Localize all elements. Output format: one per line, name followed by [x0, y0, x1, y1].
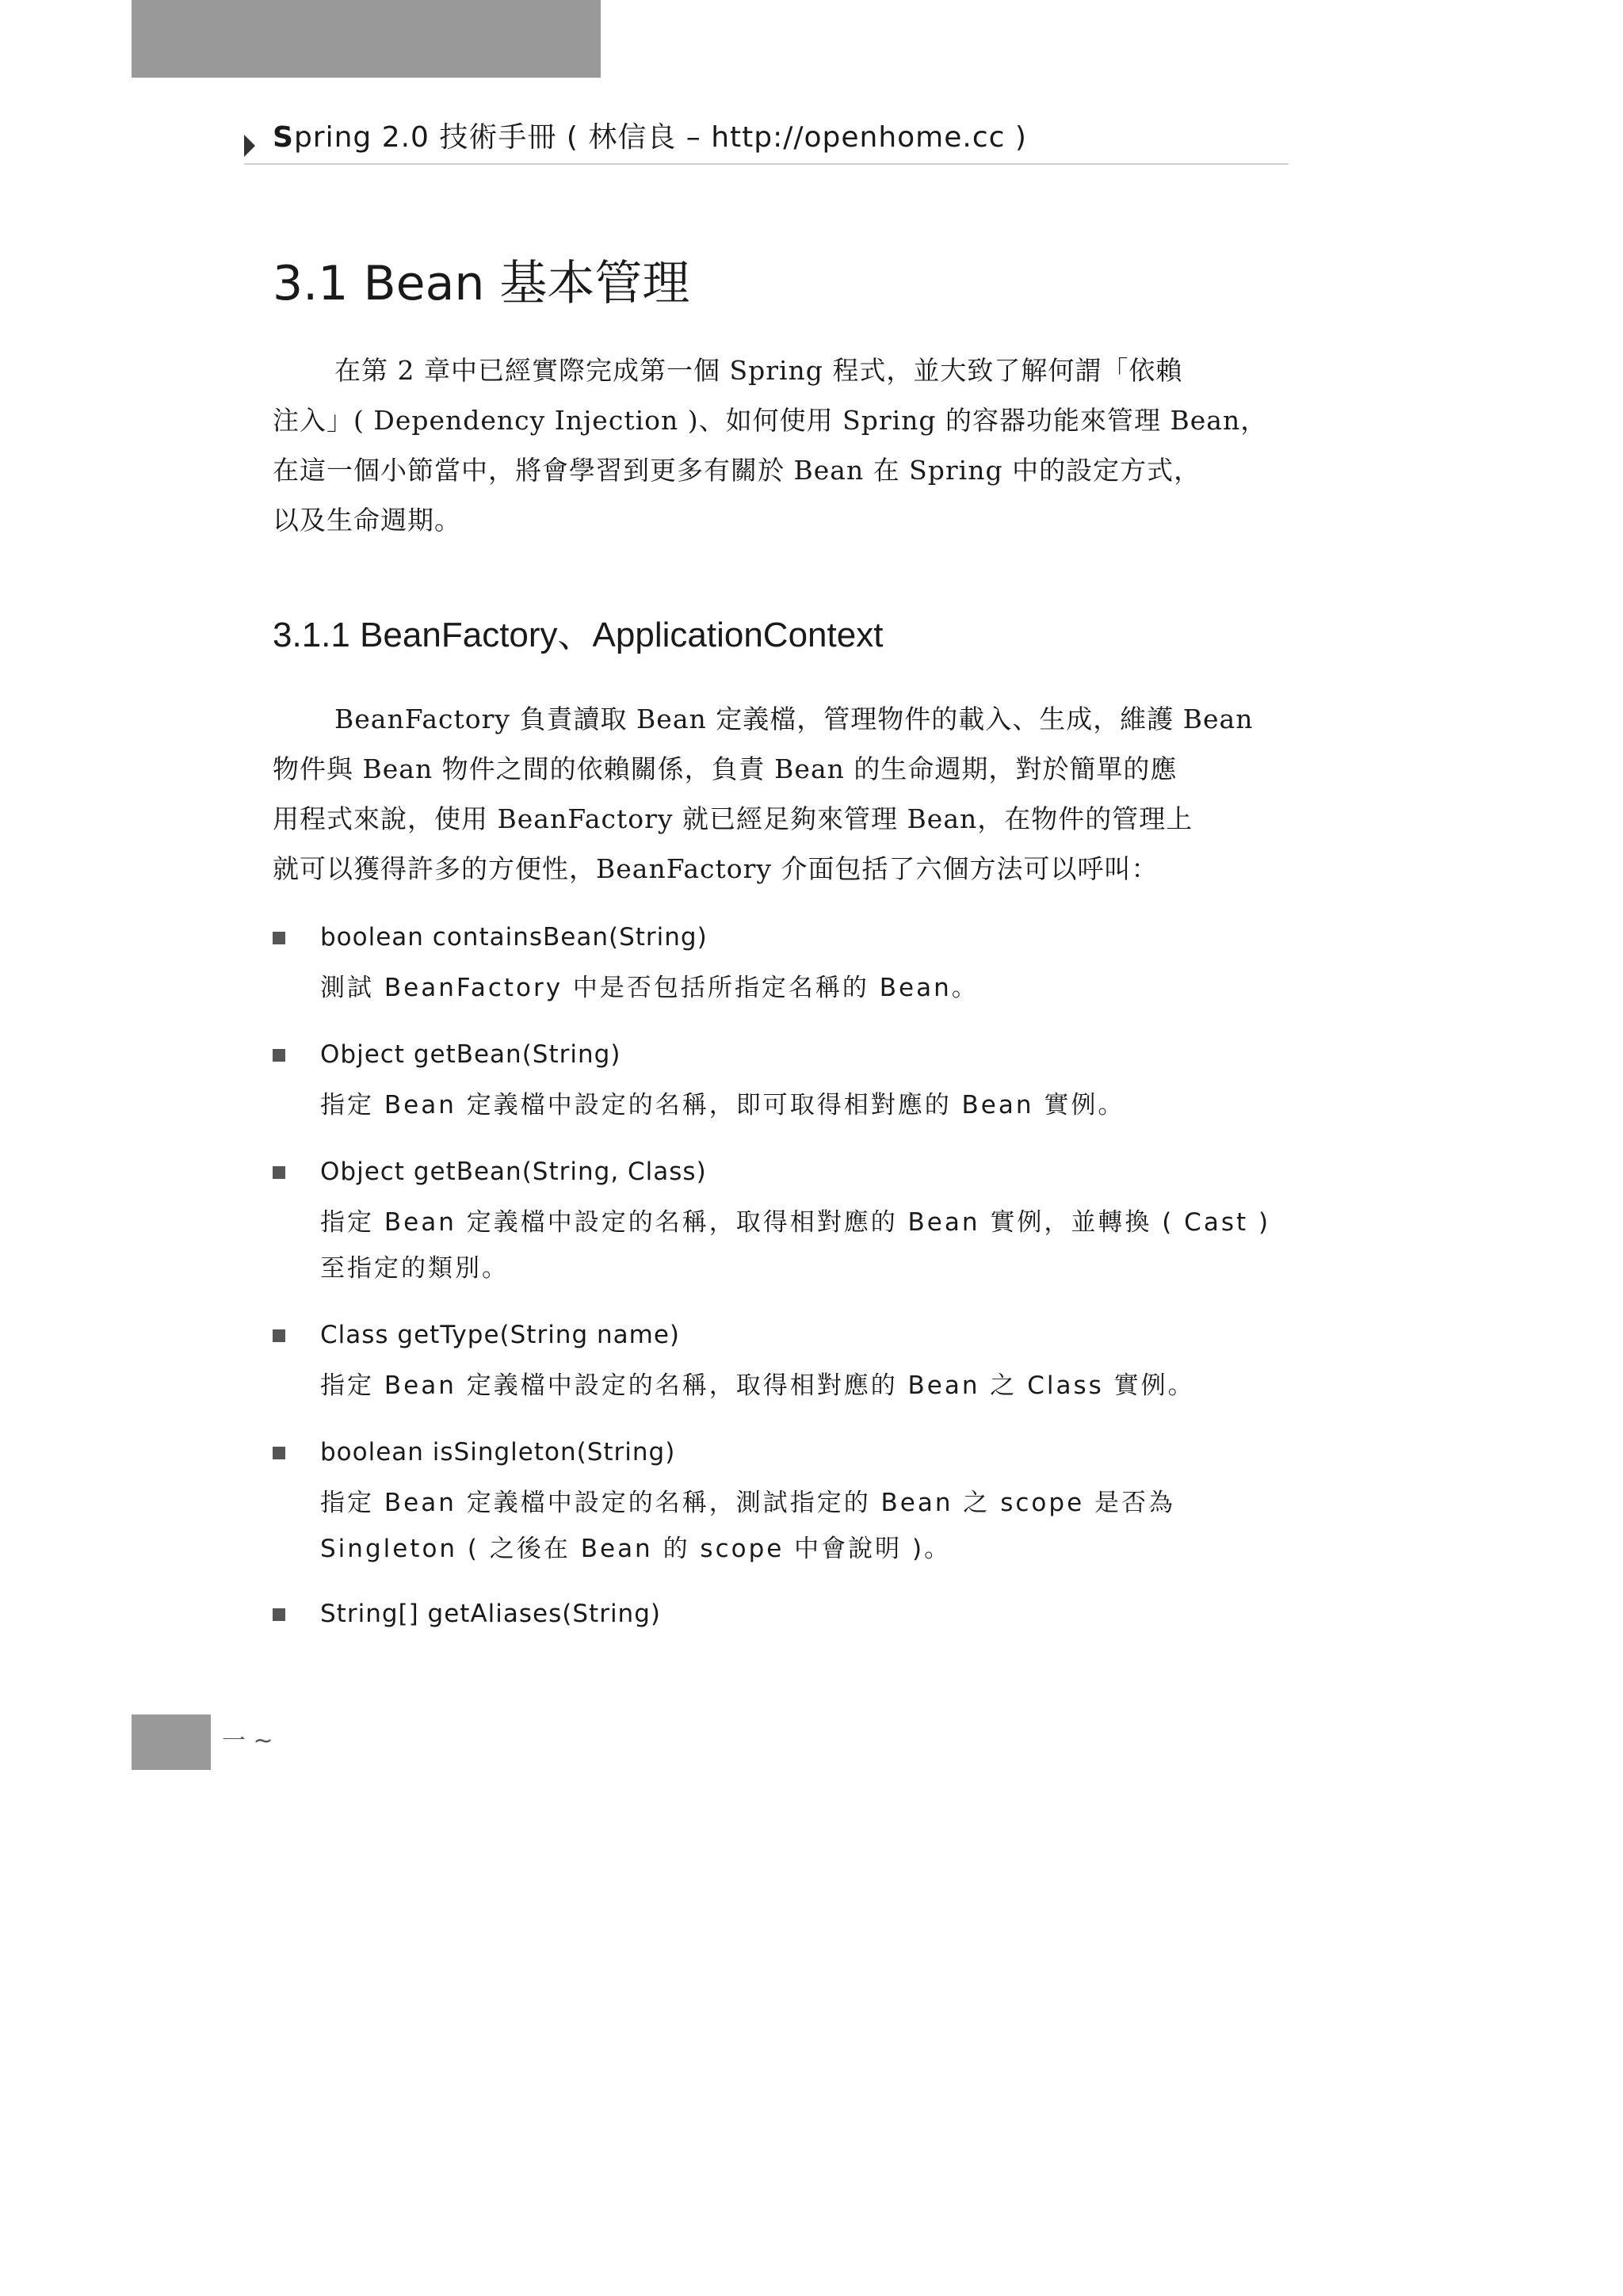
- description-line: Singleton ( 之後在 Bean 的 scope 中會說明 )。: [320, 1535, 952, 1563]
- bullet-square-icon: [273, 1049, 285, 1062]
- header-arrow-icon: [244, 135, 255, 157]
- bullet-square-icon: [273, 1166, 285, 1179]
- page-number: 一 ~: [222, 1727, 273, 1755]
- method-signature: boolean isSingleton(String): [320, 1438, 676, 1466]
- body-line: 用程式來說，使用 BeanFactory 就已經足夠來管理 Bean，在物件的管理上: [273, 803, 1193, 834]
- bullet-square-icon: [273, 1447, 285, 1459]
- subsection-title: 3.1.1 BeanFactory、ApplicationContext: [273, 616, 884, 654]
- top-tab-decoration: [132, 0, 601, 78]
- subsection-paragraph: [273, 694, 1289, 894]
- method-signature: String[] getAliases(String): [320, 1600, 661, 1628]
- intro-line: 以及生命週期。: [273, 505, 461, 536]
- section-title: 3.1 Bean 基本管理: [273, 256, 690, 311]
- running-head-text: [273, 119, 1027, 157]
- running-head-rest: pring 2.0 技術手冊 ( 林信良 – http://openhome.cc ): [293, 121, 1027, 154]
- intro-line: 注入」( Dependency Injection )、如何使用 Spring 的容器功能來管理 Bean，: [273, 405, 1268, 436]
- intro-line: 在第 2 章中已經實際完成第一個 Spring 程式，並大致了解何謂「依賴: [334, 355, 1183, 386]
- body-line: 物件與 Bean 物件之間的依賴關係，負責 Bean 的生命週期，對於簡單的應: [273, 753, 1178, 784]
- intro-paragraph: [273, 345, 1289, 545]
- footer-tab-decoration: [132, 1714, 211, 1770]
- method-signature: Class getType(String name): [320, 1321, 680, 1349]
- running-header: [244, 119, 1289, 165]
- bullet-square-icon: [273, 932, 285, 944]
- method-description: [320, 965, 1295, 1011]
- description-line: 測試 BeanFactory 中是否包括所指定名稱的 Bean。: [320, 974, 979, 1002]
- intro-line: 在這一個小節當中，將會學習到更多有關於 Bean 在 Spring 中的設定方式，: [273, 455, 1201, 486]
- method-signature: boolean containsBean(String): [320, 923, 708, 952]
- method-description: [320, 1082, 1295, 1128]
- description-line: 指定 Bean 定義檔中設定的名稱，即可取得相對應的 Bean 實例。: [320, 1091, 1125, 1119]
- description-line: 指定 Bean 定義檔中設定的名稱，測試指定的 Bean 之 scope 是否為: [320, 1489, 1175, 1517]
- bullet-square-icon: [273, 1608, 285, 1621]
- description-line: 至指定的類別。: [320, 1254, 509, 1283]
- method-description: [320, 1199, 1295, 1291]
- bullet-square-icon: [273, 1329, 285, 1342]
- description-line: 指定 Bean 定義檔中設定的名稱，取得相對應的 Bean 實例，並轉換 ( Cast ): [320, 1208, 1271, 1237]
- method-description: [320, 1480, 1295, 1572]
- body-line: BeanFactory 負責讀取 Bean 定義檔，管理物件的載入、生成，維護 Bean: [334, 704, 1254, 734]
- running-head-initial: S: [273, 121, 294, 154]
- description-line: 指定 Bean 定義檔中設定的名稱，取得相對應的 Bean 之 Class 實例。: [320, 1371, 1195, 1400]
- method-signature: Object getBean(String): [320, 1040, 621, 1069]
- method-description: [320, 1363, 1295, 1409]
- method-signature: Object getBean(String, Class): [320, 1158, 707, 1186]
- body-line: 就可以獲得許多的方便性，BeanFactory 介面包括了六個方法可以呼叫：: [273, 853, 1159, 884]
